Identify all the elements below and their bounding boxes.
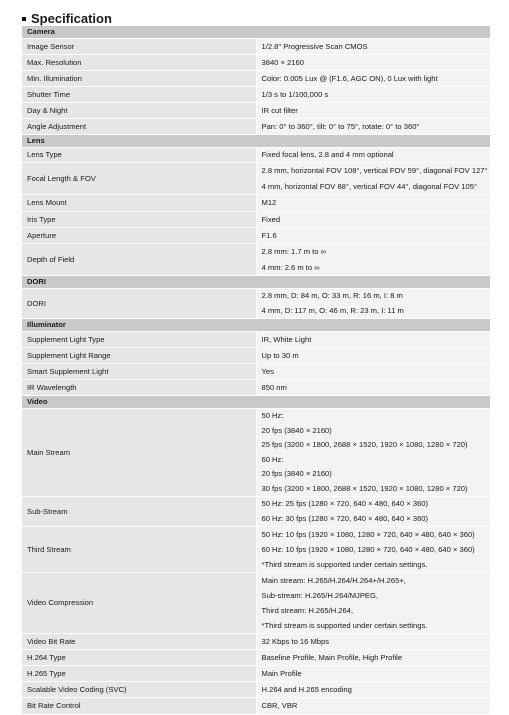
spec-value-line: Main stream: H.265/H.264/H.264+/H.265+, xyxy=(261,576,406,585)
spec-row xyxy=(22,348,490,364)
section-header-camera xyxy=(22,26,490,39)
spec-label: Third Stream xyxy=(22,527,256,573)
spec-row xyxy=(22,103,490,119)
spec-value-line: 50 Hz: xyxy=(261,411,284,420)
spec-label: Sub-Stream xyxy=(22,497,256,527)
spec-value-line: Up to 30 m xyxy=(261,351,299,360)
spec-value-line: F1.6 xyxy=(261,231,277,240)
spec-row xyxy=(22,332,490,348)
section-header-video xyxy=(22,396,490,409)
spec-value-line: Sub-stream: H.265/H.264/MJPEG, xyxy=(261,591,378,600)
spec-label: Aperture xyxy=(22,228,256,244)
spec-value-line: 4 mm, D: 117 m, O: 46 m, R: 23 m, I: 11 m xyxy=(261,305,404,315)
spec-value-line: Baseline Profile, Main Profile, High Profile xyxy=(261,653,403,662)
spec-value xyxy=(256,55,490,71)
spec-value xyxy=(256,380,490,396)
bullet-icon xyxy=(22,17,26,21)
spec-label: Bit Rate Control xyxy=(22,698,256,715)
spec-value-line: 25 fps (3200 × 1800, 2688 × 1520, 1920 × 1080, 1280 × 720) xyxy=(261,440,468,449)
section-title: DORI xyxy=(22,276,490,289)
spec-value-line: M12 xyxy=(261,198,277,207)
spec-value-line: Fixed xyxy=(261,215,281,224)
spec-label: Angle Adjustment xyxy=(22,119,256,135)
spec-label: Supplement Light Range xyxy=(22,348,256,364)
page-heading xyxy=(22,9,112,27)
spec-row xyxy=(22,698,490,715)
spec-value-line: Main Profile xyxy=(261,669,302,678)
spec-value xyxy=(256,682,490,698)
spec-value-line: 32 Kbps to 16 Mbps xyxy=(261,637,330,646)
spec-value-line: IR, White Light xyxy=(261,335,312,344)
spec-value xyxy=(256,163,490,195)
spec-value-line: *Third stream is supported under certain settings. xyxy=(261,560,428,569)
spec-label: Focal Length & FOV xyxy=(22,163,256,195)
spec-value-line: 4 mm, horizontal FOV 88°, vertical FOV 44°, diagonal FOV 105° xyxy=(261,181,477,191)
spec-label: Main Stream xyxy=(22,409,256,497)
spec-value-line: 4 mm: 2.6 m to ∞ xyxy=(261,262,320,272)
spec-row xyxy=(22,682,490,698)
spec-label: Iris Type xyxy=(22,212,256,228)
section-header-illuminator xyxy=(22,319,490,332)
spec-label: Scalable Video Coding (SVC) xyxy=(22,682,256,698)
spec-value xyxy=(256,634,490,650)
section-title: Camera xyxy=(22,26,490,39)
spec-value-line: 2.8 mm, D: 84 m, O: 33 m, R: 16 m, I: 8 m xyxy=(261,291,403,300)
spec-value xyxy=(256,244,490,276)
spec-value-line: *Third stream is supported under certain settings. xyxy=(261,621,428,630)
spec-value xyxy=(256,228,490,244)
spec-label: Max. Resolution xyxy=(22,55,256,71)
spec-value-line: Color: 0.005 Lux @ (F1.6, AGC ON), 0 Lux with light xyxy=(261,74,438,83)
spec-value-line: Yes xyxy=(261,367,274,376)
spec-row xyxy=(22,163,490,195)
spec-value-line: 60 Hz: xyxy=(261,454,284,464)
spec-row xyxy=(22,228,490,244)
spec-row xyxy=(22,55,490,71)
spec-value-line: CBR, VBR xyxy=(261,701,298,710)
spec-row xyxy=(22,364,490,380)
spec-value xyxy=(256,119,490,135)
spec-row xyxy=(22,573,490,634)
spec-value xyxy=(256,348,490,364)
spec-value xyxy=(256,698,490,715)
spec-row xyxy=(22,289,490,319)
spec-value-line: 1/2.8" Progressive Scan CMOS xyxy=(261,42,368,51)
spec-label: Video Compression xyxy=(22,573,256,634)
spec-value xyxy=(256,71,490,87)
spec-label: DORI xyxy=(22,289,256,319)
spec-table-body xyxy=(22,26,490,715)
spec-value xyxy=(256,289,490,319)
spec-value-line: Pan: 0° to 360°, tilt: 0° to 75°, rotate: 0° to 360° xyxy=(261,122,420,131)
spec-row xyxy=(22,650,490,666)
spec-value xyxy=(256,39,490,55)
spec-value xyxy=(256,87,490,103)
section-title: Video xyxy=(22,396,490,409)
page-title: Specification xyxy=(31,10,112,26)
spec-value xyxy=(256,364,490,380)
spec-label: H.264 Type xyxy=(22,650,256,666)
section-header-dori xyxy=(22,276,490,289)
spec-label: Shutter Time xyxy=(22,87,256,103)
spec-value-line: 850 nm xyxy=(261,383,287,392)
spec-value-line: 30 fps (3200 × 1800, 2688 × 1520, 1920 × 1080, 1280 × 720) xyxy=(261,483,468,493)
spec-label: Smart Supplement Light xyxy=(22,364,256,380)
spec-value xyxy=(256,103,490,119)
spec-row xyxy=(22,119,490,135)
spec-row xyxy=(22,409,490,497)
spec-row xyxy=(22,148,490,163)
spec-label: H.265 Type xyxy=(22,666,256,682)
spec-value xyxy=(256,148,490,163)
spec-value xyxy=(256,497,490,527)
section-title: Lens xyxy=(22,135,490,148)
spec-label: Video Bit Rate xyxy=(22,634,256,650)
spec-value xyxy=(256,195,490,212)
spec-value-line: IR cut filter xyxy=(261,106,298,115)
spec-value xyxy=(256,573,490,634)
spec-row xyxy=(22,497,490,527)
spec-table xyxy=(22,26,490,715)
spec-row xyxy=(22,87,490,103)
spec-row xyxy=(22,244,490,276)
spec-row xyxy=(22,212,490,228)
spec-label: Image Sensor xyxy=(22,39,256,55)
spec-value-line: Third stream: H.265/H.264, xyxy=(261,606,354,615)
spec-row xyxy=(22,71,490,87)
spec-value-line: 60 Hz: 10 fps (1920 × 1080, 1280 × 720, 640 × 480, 640 × 360) xyxy=(261,545,475,554)
spec-label: IR Wavelength xyxy=(22,380,256,396)
spec-value-line: H.264 and H.265 encoding xyxy=(261,685,352,694)
section-header-lens xyxy=(22,135,490,148)
spec-row xyxy=(22,39,490,55)
spec-label: Supplement Light Type xyxy=(22,332,256,348)
spec-value xyxy=(256,409,490,497)
spec-value-line: 3840 × 2160 xyxy=(261,58,304,67)
spec-value xyxy=(256,666,490,682)
spec-row xyxy=(22,634,490,650)
spec-row xyxy=(22,527,490,573)
spec-label: Lens Type xyxy=(22,148,256,163)
spec-value-line: 20 fps (3840 × 2160) xyxy=(261,425,332,435)
spec-value xyxy=(256,212,490,228)
spec-row xyxy=(22,195,490,212)
spec-value-line: 50 Hz: 25 fps (1280 × 720, 640 × 480, 640 × 360) xyxy=(261,499,429,508)
spec-value-line: 2.8 mm, horizontal FOV 108°, vertical FOV 59°, diagonal FOV 127° xyxy=(261,166,488,175)
spec-value-line: 20 fps (3840 × 2160) xyxy=(261,469,332,478)
spec-label: Min. Illumination xyxy=(22,71,256,87)
spec-row xyxy=(22,666,490,682)
spec-value-line: Fixed focal lens, 2.8 and 4 mm optional xyxy=(261,150,394,159)
section-title: Illuminator xyxy=(22,319,490,332)
spec-label: Day & Night xyxy=(22,103,256,119)
spec-value-line: 1/3 s to 1/100,000 s xyxy=(261,90,329,99)
spec-row xyxy=(22,380,490,396)
spec-label: Lens Mount xyxy=(22,195,256,212)
spec-value-line: 50 Hz: 10 fps (1920 × 1080, 1280 × 720, 640 × 480, 640 × 360) xyxy=(261,530,475,539)
spec-value xyxy=(256,332,490,348)
spec-value xyxy=(256,650,490,666)
spec-label: Depth of Field xyxy=(22,244,256,276)
spec-value-line: 60 Hz: 30 fps (1280 × 720, 640 × 480, 640 × 360) xyxy=(261,513,429,523)
spec-value xyxy=(256,527,490,573)
spec-value-line: 2.8 mm: 1.7 m to ∞ xyxy=(261,247,326,256)
